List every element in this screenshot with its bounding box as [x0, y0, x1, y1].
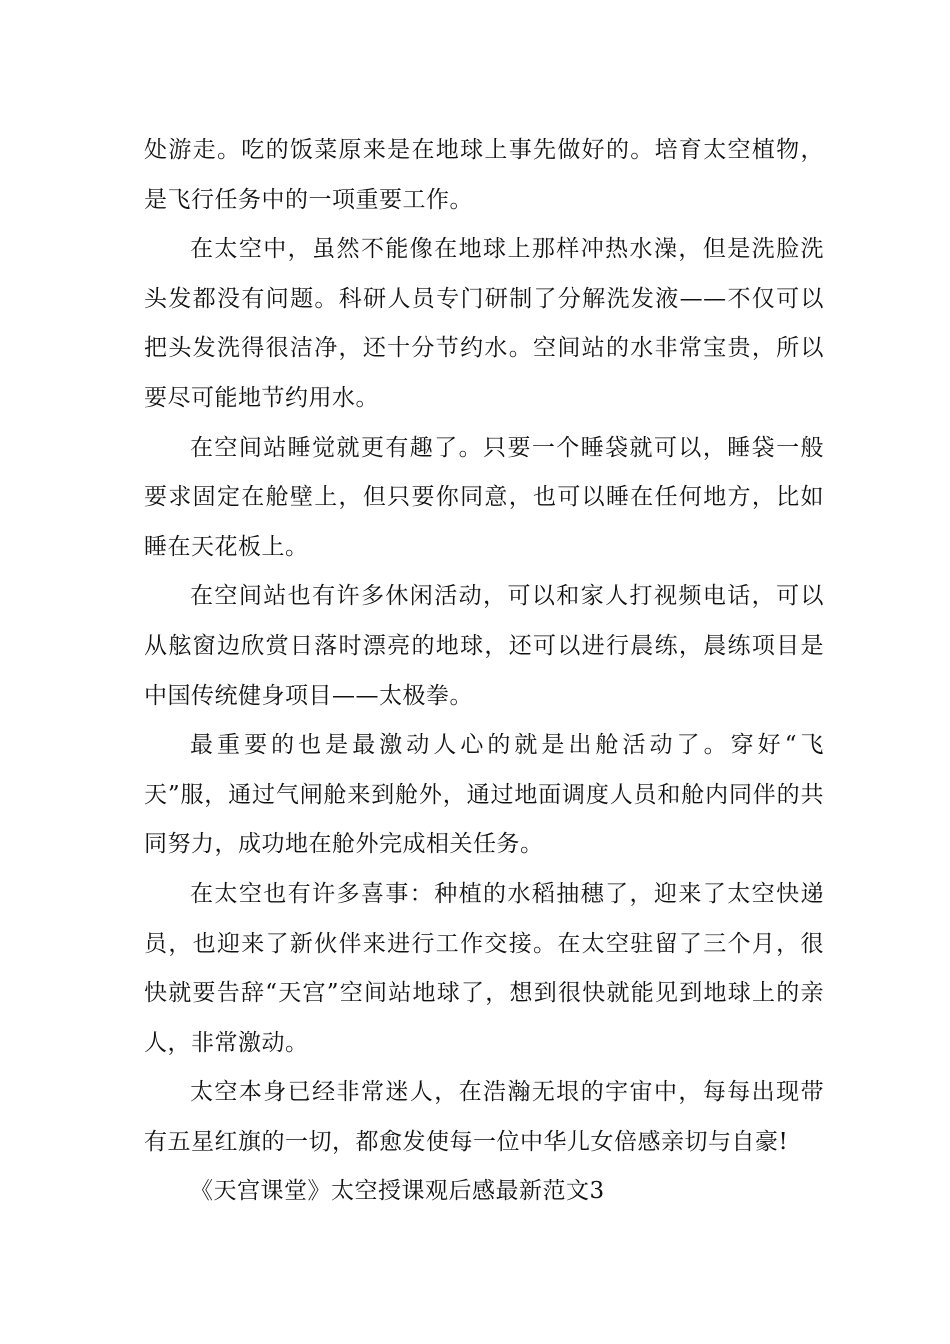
paragraph-5: 最重要的也是最激动人心的就是出舱活动了。穿好“飞天”服，通过气闸舱来到舱外，通过地面调度人员和舱内同伴的共同努力，成功地在舱外完成相关任务。 — [144, 732, 824, 858]
paragraph-3: 在空间站睡觉就更有趣了。只要一个睡袋就可以，睡袋一般要求固定在舱壁上，但只要你同意，也可以睡在任何地方，比如睡在天花板上。 — [144, 434, 824, 560]
paragraph-6: 在太空也有许多喜事：种植的水稻抽穗了，迎来了太空快递员，也迎来了新伙伴来进行工作交接。在太空驻留了三个月，很快就要告辞“天宫”空间站地球了，想到很快就能见到地球上的亲人，非常激动。 — [144, 880, 824, 1056]
paragraph-7: 太空本身已经非常迷人，在浩瀚无垠的宇宙中，每每出现带有五星红旗的一切，都愈发使每一位中华儿女倍感亲切与自豪! — [144, 1079, 824, 1155]
paragraph-1: 处游走。吃的饭菜原来是在地球上事先做好的。培育太空植物，是飞行任务中的一项重要工作。 — [144, 137, 824, 213]
paragraph-2: 在太空中，虽然不能像在地球上那样冲热水澡，但是洗脸洗头发都没有问题。科研人员专门研制了分解洗发液——不仅可以把头发洗得很洁净，还十分节约水。空间站的水非常宝贵，所以要尽可能地节约用水。 — [144, 236, 824, 411]
paragraph-4: 在空间站也有许多休闲活动，可以和家人打视频电话，可以从舷窗边欣赏日落时漂亮的地球，还可以进行晨练，晨练项目是中国传统健身项目——太极拳。 — [144, 583, 824, 709]
section-heading: 《天宫课堂》太空授课观后感最新范文3 — [190, 1178, 605, 1205]
document-body — [144, 126, 824, 1217]
